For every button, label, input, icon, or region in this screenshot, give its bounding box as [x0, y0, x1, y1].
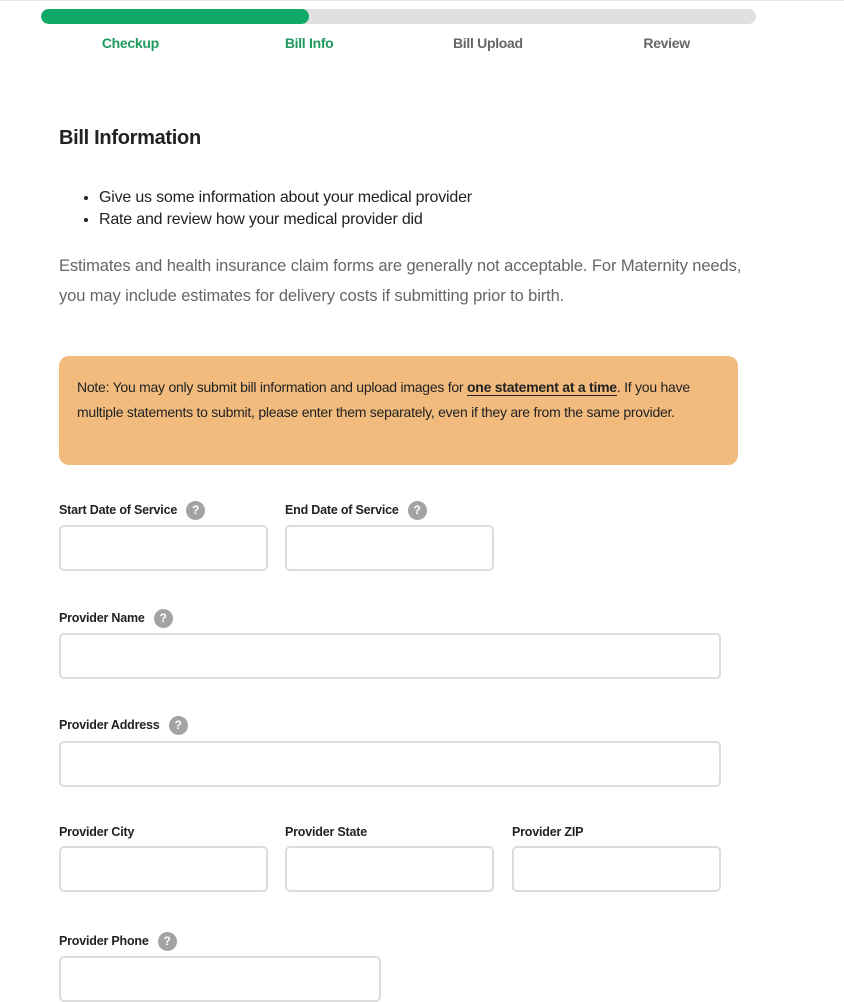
note-callout	[59, 356, 738, 465]
provider-zip-label: Provider ZIP	[512, 825, 584, 839]
help-icon[interactable]: ?	[186, 501, 205, 520]
help-icon[interactable]: ?	[408, 501, 427, 520]
progress-bar	[41, 9, 756, 24]
progress-fill	[41, 9, 309, 24]
end-date-field	[285, 500, 427, 520]
provider-phone-field	[59, 931, 177, 951]
note-emphasis: one statement at a time	[466, 379, 617, 395]
help-icon[interactable]: ?	[158, 932, 177, 951]
progress-steps	[41, 35, 756, 51]
help-icon[interactable]: ?	[169, 716, 188, 735]
provider-name-input[interactable]	[59, 633, 721, 679]
provider-state-field	[285, 822, 367, 842]
start-date-field	[59, 500, 205, 520]
provider-address-label: Provider Address	[59, 718, 160, 732]
provider-name-label: Provider Name	[59, 611, 145, 625]
provider-state-label: Provider State	[285, 825, 367, 839]
list-item: • Give us some information about your medical provider	[99, 187, 472, 209]
step-checkup: Checkup	[101, 35, 159, 51]
end-date-input[interactable]	[285, 525, 494, 571]
page-title: Bill Information	[59, 127, 201, 149]
provider-address-input[interactable]	[59, 741, 721, 787]
step-bill-info: Bill Info	[284, 35, 334, 51]
provider-address-field	[59, 715, 188, 735]
start-date-input[interactable]	[59, 525, 268, 571]
help-icon[interactable]: ?	[154, 609, 173, 628]
provider-zip-field	[512, 822, 583, 842]
note-text: . If you have multiple statements to submit, please enter them separately, even if they are from the same provider.	[77, 379, 690, 420]
step-review: Review	[643, 35, 690, 51]
provider-state-input[interactable]	[285, 846, 494, 892]
intro-text: Estimates and health insurance claim forms are generally not acceptable. For Maternity needs, you may include estimates for delivery costs if submitting prior to birth.	[59, 257, 742, 305]
provider-phone-input[interactable]	[59, 956, 381, 1002]
provider-city-label: Provider City	[59, 825, 135, 839]
provider-city-input[interactable]	[59, 846, 268, 892]
end-date-label: End Date of Service	[285, 503, 399, 517]
step-bill-upload: Bill Upload	[452, 35, 523, 51]
list-item: • Rate and review how your medical provider did	[99, 209, 472, 231]
provider-zip-input[interactable]	[512, 846, 721, 892]
provider-city-field	[59, 822, 134, 842]
start-date-label: Start Date of Service	[59, 503, 178, 517]
provider-phone-label: Provider Phone	[59, 934, 149, 948]
note-text: Note: You may only submit bill information and upload images for	[77, 379, 467, 395]
info-list	[99, 187, 472, 231]
provider-name-field	[59, 608, 173, 628]
